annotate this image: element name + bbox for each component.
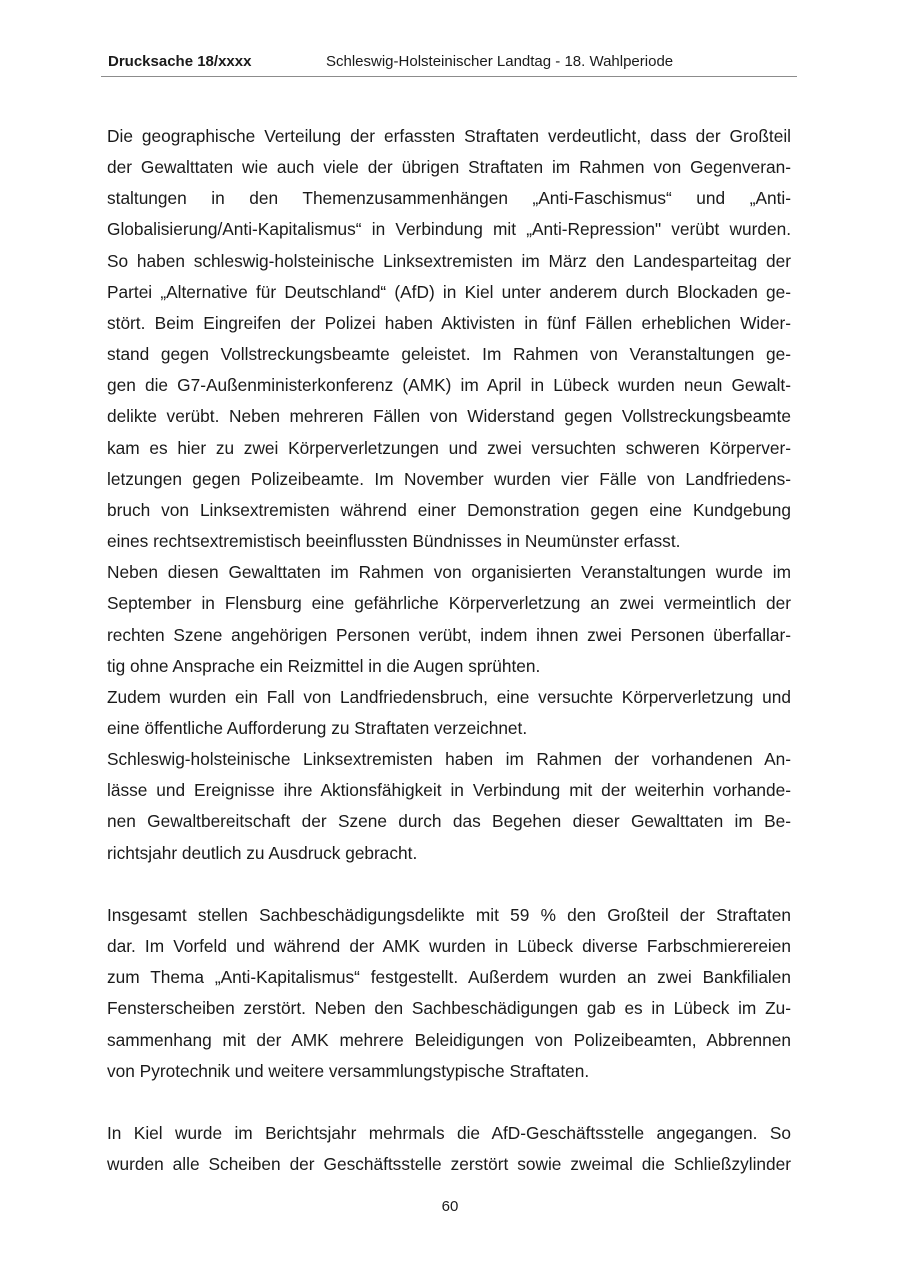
text-line: stört. Beim Eingreifen der Polizei haben Aktivisten in fünf Fällen erheblichen Wider- (107, 312, 791, 333)
text-line: Insgesamt stellen Sachbeschädigungsdelikte mit 59 % den Großteil der Straftaten (107, 904, 791, 925)
paragraph (107, 557, 791, 682)
text-line: letzungen gegen Polizeibeamte. Im November wurden vier Fälle von Landfriedens- (107, 468, 791, 489)
document-number: Drucksache 18/xxxx (108, 53, 252, 70)
text-line: rechten Szene angehörigen Personen verübt, indem ihnen zwei Personen überfallar- (107, 624, 791, 645)
text-line: staltungen in den Themenzusammenhängen „Anti-Faschismus“ und „Anti- (107, 188, 791, 209)
text-line: So haben schleswig-holsteinische Linksextremisten im März den Landesparteitag der (107, 250, 791, 271)
paragraph (107, 682, 791, 744)
text-line: Neben diesen Gewalttaten im Rahmen von organisierten Veranstaltungen wurde im (107, 562, 791, 583)
paragraph (107, 1118, 791, 1180)
paragraph-spacer (107, 1087, 791, 1118)
text-line: wurden alle Scheiben der Geschäftsstelle zerstört sowie zweimal die Schließzylinder (107, 1154, 791, 1175)
text-line: gen die G7-Außenministerkonferenz (AMK) im April in Lübeck wurden neun Gewalt- (107, 375, 791, 396)
text-line: nen Gewaltbereitschaft der Szene durch das Begehen dieser Gewalttaten im Be- (107, 811, 791, 832)
text-line: In Kiel wurde im Berichtsjahr mehrmals die AfD-Geschäftsstelle angegangen. So (107, 1123, 791, 1143)
text-line: der Gewalttaten wie auch viele der übrigen Straftaten im Rahmen von Gegenveran- (107, 157, 791, 178)
page-number: 60 (441, 1198, 459, 1215)
paragraph (107, 900, 791, 1087)
text-line: tig ohne Ansprache ein Reizmittel in die Augen sprühten. (107, 655, 541, 676)
body-text (107, 121, 791, 1180)
text-line: delikte verübt. Neben mehreren Fällen von Widerstand gegen Vollstreckungsbeamte (107, 406, 791, 427)
text-line: Globalisierung/Anti-Kapitalismus“ in Verbindung mit „Anti-Repression" verübt wurden. (107, 219, 791, 240)
text-line: sammenhang mit der AMK mehrere Beleidigungen von Polizeibeamten, Abbrennen (107, 1029, 791, 1050)
document-title: Schleswig-Holsteinischer Landtag - 18. Wahlperiode (326, 53, 674, 70)
page-header (101, 40, 797, 77)
text-line: zum Thema „Anti-Kapitalismus“ festgestellt. Außerdem wurden an zwei Bankfilialen (107, 967, 791, 988)
text-line: eines rechtsextremistisch beeinflussten Bündnisses in Neumünster erfasst. (107, 531, 681, 552)
paragraph (107, 121, 791, 557)
text-line: von Pyrotechnik und weitere versammlungstypische Straftaten. (107, 1060, 590, 1081)
text-line: September in Flensburg eine gefährliche Körperverletzung an zwei vermeintlich der (107, 593, 791, 614)
text-line: eine öffentliche Aufforderung zu Straftaten verzeichnet. (107, 717, 528, 738)
text-line: dar. Im Vorfeld und während der AMK wurden in Lübeck diverse Farbschmierereien (107, 936, 791, 957)
text-line: Die geographische Verteilung der erfassten Straftaten verdeutlicht, dass der Großteil (107, 126, 791, 146)
text-line: Partei „Alternative für Deutschland“ (AfD) in Kiel unter anderem durch Blockaden ge- (107, 281, 791, 302)
text-line: stand gegen Vollstreckungsbeamte geleistet. Im Rahmen von Veranstaltungen ge- (107, 344, 791, 365)
text-line: kam es hier zu zwei Körperverletzungen und zwei versuchten schweren Körperver- (107, 437, 791, 458)
paragraph-spacer (107, 869, 791, 900)
paragraph (107, 744, 791, 869)
text-line: richtsjahr deutlich zu Ausdruck gebracht. (107, 842, 418, 863)
text-line: bruch von Linksextremisten während einer Demonstration gegen eine Kundgebung (107, 499, 791, 520)
text-line: Zudem wurden ein Fall von Landfriedensbruch, eine versuchte Körperverletzung und (107, 686, 791, 707)
text-line: Fensterscheiben zerstört. Neben den Sachbeschädigungen gab es in Lübeck im Zu- (107, 998, 791, 1019)
text-line: lässe und Ereignisse ihre Aktionsfähigkeit in Verbindung mit der weiterhin vorhande- (107, 780, 791, 801)
text-line: Schleswig-holsteinische Linksextremisten haben im Rahmen der vorhandenen An- (107, 749, 791, 770)
